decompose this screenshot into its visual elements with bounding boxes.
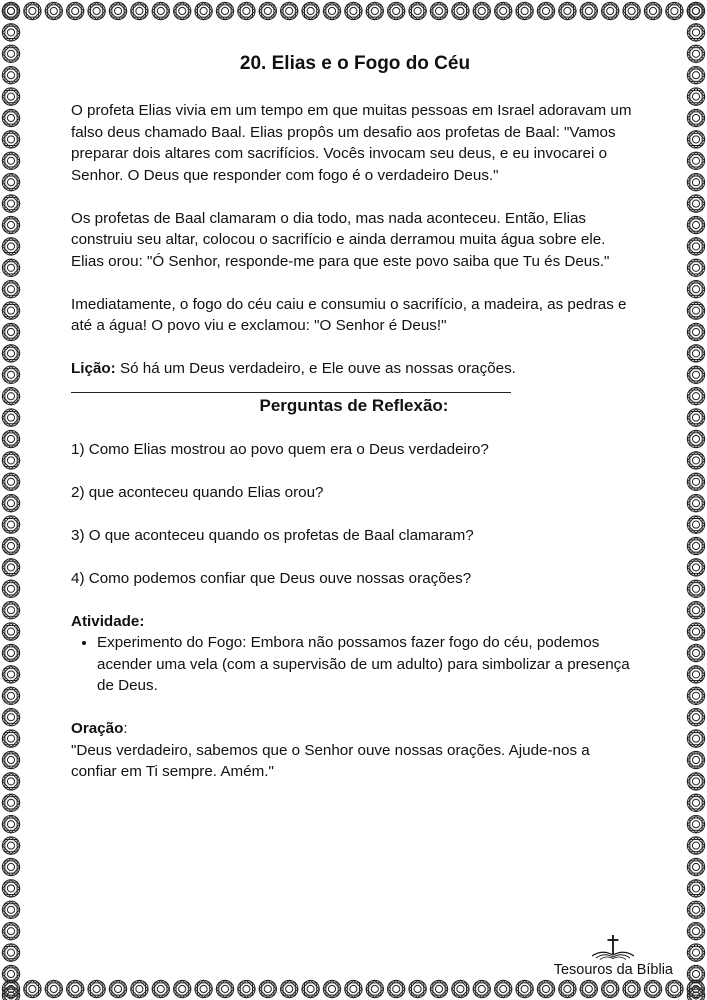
ornament-border-icon — [473, 2, 490, 19]
ornament-border-icon — [2, 238, 19, 255]
ornament-border-icon — [67, 2, 84, 19]
ornament-border-icon — [174, 2, 191, 19]
ornament-border-icon — [195, 2, 212, 19]
ornament-border-icon — [623, 2, 640, 19]
ornament-border-icon — [687, 388, 704, 405]
ornament-border-icon — [2, 323, 19, 340]
ornament-border-icon — [2, 666, 19, 683]
ornament-border-icon — [687, 345, 704, 362]
ornament-border-icon — [2, 965, 19, 982]
ornament-border-icon — [559, 2, 576, 19]
ornament-border-icon — [152, 980, 169, 997]
ornament-border-icon — [452, 980, 469, 997]
ornament-border-icon — [623, 980, 640, 997]
ornament-border-icon — [2, 131, 19, 148]
ornament-border-icon — [687, 281, 704, 298]
ornament-border-icon — [687, 366, 704, 383]
ornament-border-icon — [2, 858, 19, 875]
ornament-border-icon — [687, 644, 704, 661]
ornament-border-icon — [345, 2, 362, 19]
ornament-border-icon — [687, 259, 704, 276]
reflection-question-3: 3) O que aconteceu quando os profetas de Baal clamaram? — [71, 526, 474, 544]
ornament-border-icon — [687, 24, 704, 41]
prayer-text: "Deus verdadeiro, sabemos que o Senhor ouve nossas orações. Ajude-nos a confiar em Ti sempre. Amém." — [71, 741, 590, 780]
ornament-border-icon — [281, 980, 298, 997]
ornament-border-icon — [580, 980, 597, 997]
right-ornament-border — [685, 0, 707, 1000]
ornament-border-icon — [109, 2, 126, 19]
ornament-border-icon — [2, 473, 19, 490]
ornament-border-icon — [2, 430, 19, 447]
ornament-border-icon — [2, 388, 19, 405]
ornament-border-icon — [2, 302, 19, 319]
ornament-border-icon — [687, 965, 704, 982]
ornament-border-icon — [687, 45, 704, 62]
ornament-border-icon — [687, 709, 704, 726]
ornament-border-icon — [2, 45, 19, 62]
brand-name: Tesouros da Bíblia — [553, 962, 673, 978]
ornament-border-icon — [2, 580, 19, 597]
ornament-border-icon — [2, 281, 19, 298]
prayer-label: Oração — [71, 720, 124, 737]
ornament-border-icon — [687, 623, 704, 640]
ornament-border-icon — [2, 880, 19, 897]
ornament-border-icon — [430, 980, 447, 997]
reflection-title: Perguntas de Reflexão: — [259, 395, 449, 415]
ornament-border-icon — [388, 980, 405, 997]
ornament-border-icon — [687, 730, 704, 747]
ornament-border-icon — [687, 88, 704, 105]
ornament-border-icon — [2, 109, 19, 126]
ornament-border-icon — [2, 751, 19, 768]
ornament-border-icon — [687, 901, 704, 918]
activity-title: Atividade: — [71, 612, 145, 630]
ornament-border-icon — [2, 559, 19, 576]
ornament-border-icon — [24, 2, 41, 19]
ornament-border-icon — [2, 516, 19, 533]
ornament-border-icon — [24, 980, 41, 997]
reflection-question-2: 2) que aconteceu quando Elias orou? — [71, 483, 324, 501]
ornament-border-icon — [2, 259, 19, 276]
ornament-border-icon — [2, 366, 19, 383]
ornament-border-icon — [259, 980, 276, 997]
ornament-border-icon — [2, 944, 19, 961]
prayer-colon: : — [123, 720, 128, 737]
ornament-border-icon — [195, 980, 212, 997]
ornament-border-icon — [131, 980, 148, 997]
ornament-border-icon — [2, 24, 19, 41]
ornament-border-icon — [687, 666, 704, 683]
ornament-border-icon — [2, 987, 19, 1000]
ornament-border-icon — [687, 152, 704, 169]
ornament-border-icon — [2, 216, 19, 233]
ornament-border-icon — [2, 794, 19, 811]
lesson — [71, 358, 637, 380]
ornament-border-icon — [559, 980, 576, 997]
ornament-border-icon — [644, 980, 661, 997]
ornament-border-icon — [666, 2, 683, 19]
ornament-border-icon — [516, 980, 533, 997]
ornament-border-icon — [216, 980, 233, 997]
ornament-border-icon — [452, 2, 469, 19]
ornament-border-icon — [687, 67, 704, 84]
ornament-border-icon — [366, 980, 383, 997]
ornament-border-icon — [2, 687, 19, 704]
lesson-label: Lição: — [71, 360, 116, 377]
ornament-border-icon — [152, 2, 169, 19]
ornament-border-icon — [238, 980, 255, 997]
ornament-border-icon — [687, 302, 704, 319]
ornament-border-icon — [302, 2, 319, 19]
ornament-border-icon — [687, 794, 704, 811]
ornament-border-icon — [323, 2, 340, 19]
ornament-border-icon — [88, 980, 105, 997]
ornament-border-icon — [2, 88, 19, 105]
ornament-border-icon — [430, 2, 447, 19]
ornament-border-icon — [109, 980, 126, 997]
ornament-border-icon — [687, 109, 704, 126]
activity-list — [71, 632, 637, 697]
ornament-border-icon — [2, 152, 19, 169]
ornament-border-icon — [687, 473, 704, 490]
ornament-border-icon — [2, 174, 19, 191]
ornament-border-icon — [2, 644, 19, 661]
ornament-border-icon — [88, 2, 105, 19]
ornament-border-icon — [687, 216, 704, 233]
ornament-border-icon — [495, 980, 512, 997]
lesson-text: Só há um Deus verdadeiro, e Ele ouve as nossas orações. — [115, 360, 516, 377]
ornament-border-icon — [687, 537, 704, 554]
ornament-border-icon — [238, 2, 255, 19]
bottom-ornament-border — [0, 978, 707, 1000]
ornament-border-icon — [131, 2, 148, 19]
ornament-border-icon — [2, 901, 19, 918]
ornament-border-icon — [2, 623, 19, 640]
ornament-border-icon — [516, 2, 533, 19]
ornament-border-icon — [216, 2, 233, 19]
cross-open-book-icon — [588, 934, 638, 962]
ornament-border-icon — [2, 409, 19, 426]
ornament-border-icon — [2, 537, 19, 554]
ornament-border-icon — [537, 980, 554, 997]
ornament-border-icon — [45, 2, 62, 19]
ornament-border-icon — [687, 174, 704, 191]
ornament-border-icon — [302, 980, 319, 997]
story-paragraph-3: Imediatamente, o fogo do céu caiu e consumiu o sacrifício, a madeira, as pedras e até a água! O povo viu e exclamou: "O Senhor é Deus!" — [71, 295, 627, 334]
ornament-border-icon — [2, 816, 19, 833]
ornament-border-icon — [2, 2, 19, 19]
ornament-border-icon — [409, 2, 426, 19]
ornament-border-icon — [473, 980, 490, 997]
ornament-border-icon — [687, 837, 704, 854]
ornament-border-icon — [687, 602, 704, 619]
ornament-border-icon — [67, 980, 84, 997]
ornament-border-icon — [687, 751, 704, 768]
page-title: 20. Elias e o Fogo do Céu — [239, 53, 471, 74]
ornament-border-icon — [323, 980, 340, 997]
ornament-border-icon — [687, 773, 704, 790]
ornament-border-icon — [2, 923, 19, 940]
ornament-border-icon — [366, 2, 383, 19]
ornament-border-icon — [174, 980, 191, 997]
ornament-border-icon — [687, 923, 704, 940]
ornament-border-icon — [2, 602, 19, 619]
worksheet-content — [71, 50, 637, 804]
ornament-border-icon — [259, 2, 276, 19]
ornament-border-icon — [687, 452, 704, 469]
ornament-border-icon — [602, 2, 619, 19]
ornament-border-icon — [687, 195, 704, 212]
story-paragraph-1: O profeta Elias vivia em um tempo em que muitas pessoas em Israel adoravam um falso deus chamado Baal. Elias propôs um desafio aos profetas de Baal: "Vamos preparar dois altares com sacrifícios. Vocês invocam seu deus, e eu invocarei o Senhor. O Deus que responder com fogo é o verdadeiro Deus." — [71, 102, 632, 184]
left-ornament-border — [0, 0, 22, 1000]
prayer-heading — [71, 718, 637, 740]
reflection-question-1: 1) Como Elias mostrou ao povo quem era o Deus verdadeiro? — [71, 440, 489, 458]
ornament-border-icon — [687, 580, 704, 597]
ornament-border-icon — [687, 944, 704, 961]
ornament-border-icon — [687, 516, 704, 533]
ornament-border-icon — [2, 837, 19, 854]
ornament-border-icon — [409, 980, 426, 997]
ornament-border-icon — [2, 773, 19, 790]
ornament-border-icon — [687, 323, 704, 340]
ornament-border-icon — [580, 2, 597, 19]
reflection-question-4: 4) Como podemos confiar que Deus ouve nossas orações? — [71, 569, 472, 587]
ornament-border-icon — [602, 980, 619, 997]
ornament-border-icon — [2, 452, 19, 469]
ornament-border-icon — [644, 2, 661, 19]
ornament-border-icon — [281, 2, 298, 19]
ornament-border-icon — [666, 980, 683, 997]
ornament-border-icon — [2, 730, 19, 747]
ornament-border-icon — [687, 2, 704, 19]
ornament-border-icon — [687, 409, 704, 426]
brand-footer — [554, 934, 673, 978]
ornament-border-icon — [2, 495, 19, 512]
ornament-border-icon — [495, 2, 512, 19]
ornament-border-icon — [2, 709, 19, 726]
ornament-border-icon — [388, 2, 405, 19]
ornament-border-icon — [345, 980, 362, 997]
ornament-border-icon — [2, 67, 19, 84]
ornament-border-icon — [2, 195, 19, 212]
ornament-border-icon — [687, 687, 704, 704]
activity-item: • Experimento do Fogo: Embora não possamos fazer fogo do céu, podemos acender uma vela (com a supervisão de um adulto) para simbolizar a presença de Deus. — [97, 632, 637, 697]
ornament-border-icon — [687, 238, 704, 255]
ornament-border-icon — [687, 495, 704, 512]
ornament-border-icon — [687, 430, 704, 447]
ornament-border-icon — [45, 980, 62, 997]
story-paragraph-2: Os profetas de Baal clamaram o dia todo, mas nada aconteceu. Então, Elias construiu seu altar, colocou o sacrifício e ainda derramou muita água sobre ele. Elias orou: "Ó Senhor, responde-me para que este povo saiba que Tu és Deus." — [71, 209, 610, 270]
ornament-border-icon — [687, 858, 704, 875]
top-ornament-border — [0, 0, 707, 22]
ornament-border-icon — [687, 880, 704, 897]
ornament-border-icon — [687, 816, 704, 833]
ornament-border-icon — [687, 987, 704, 1000]
ornament-border-icon — [687, 559, 704, 576]
ornament-border-icon — [2, 345, 19, 362]
ornament-border-icon — [687, 131, 704, 148]
ornament-border-icon — [537, 2, 554, 19]
